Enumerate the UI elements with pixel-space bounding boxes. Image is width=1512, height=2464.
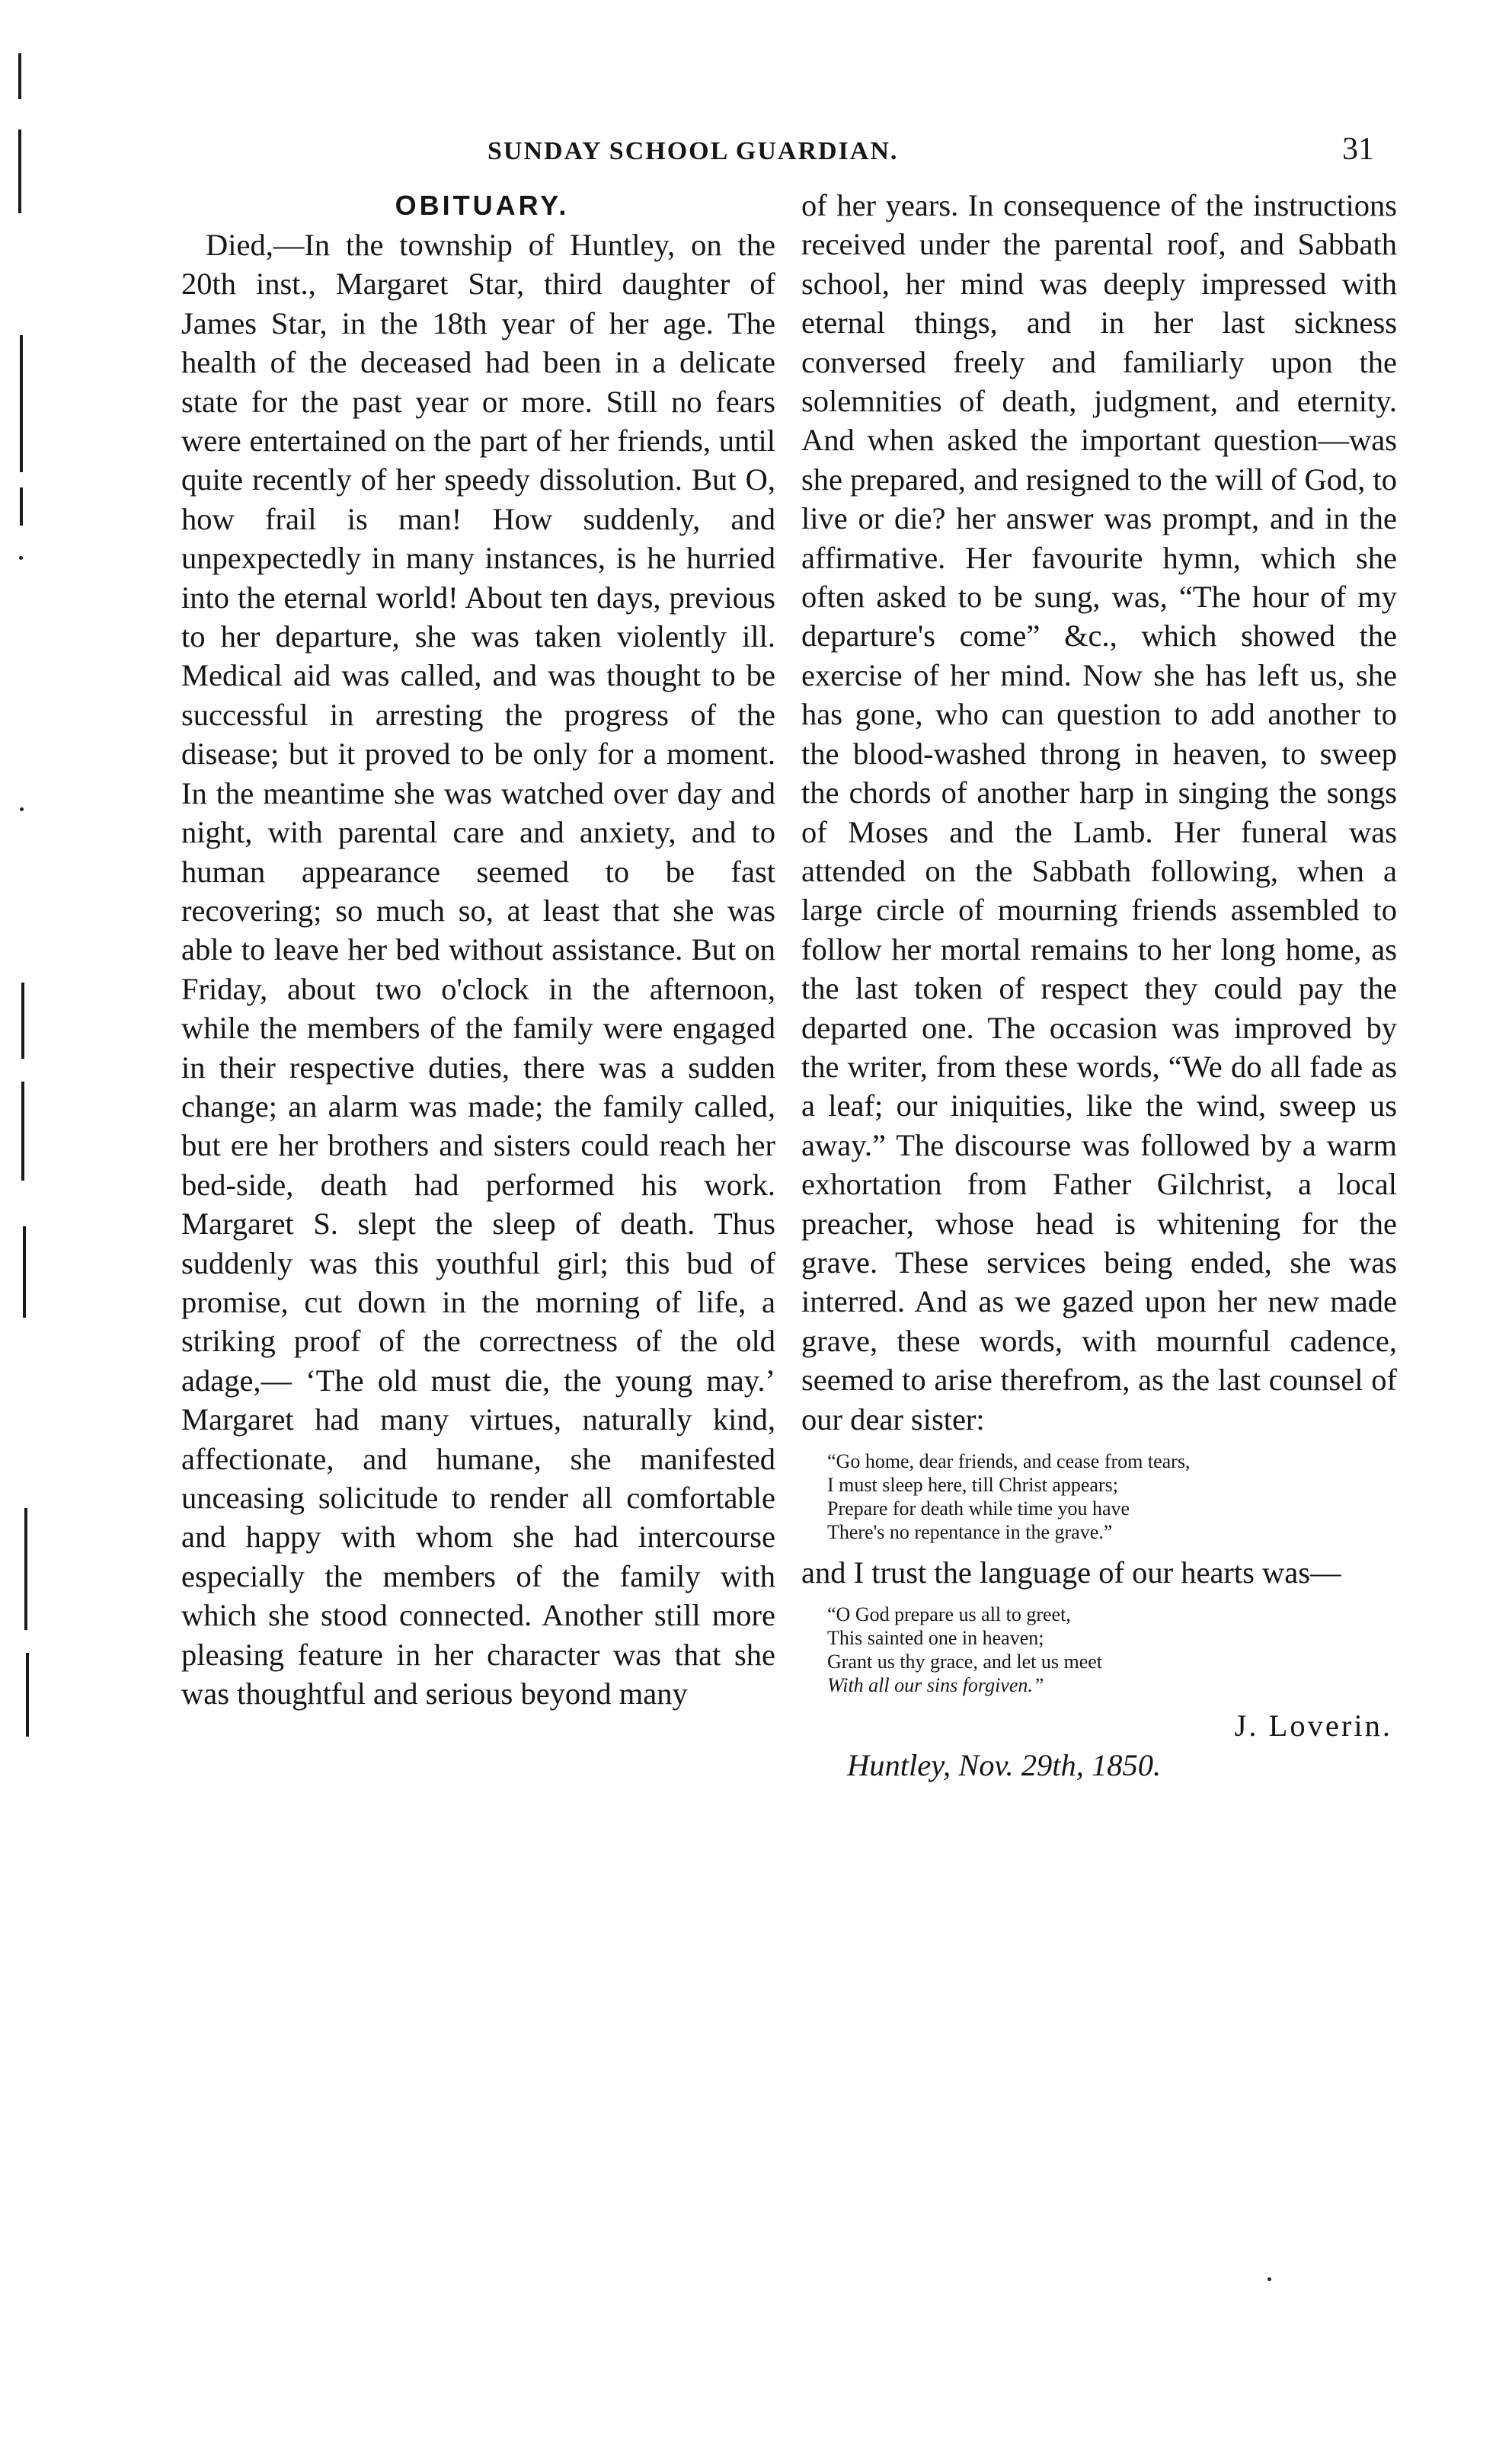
verse-line: There's no repentance in the grave.” xyxy=(827,1521,1113,1543)
verse-line: “O God prepare us all to greet, xyxy=(827,1603,1071,1626)
transition-text: and I trust the language of our hearts was— xyxy=(801,1555,1341,1590)
verse-line: With all our sins forgiven.” xyxy=(827,1674,1044,1697)
verse-line: Grant us thy grace, and let us meet xyxy=(827,1651,1102,1673)
verse-line: This sainted one in heaven; xyxy=(827,1627,1044,1650)
obituary-heading: OBITUARY. xyxy=(395,190,570,221)
obituary-paragraph-left: Died,—In the township of Huntley, on the 20th inst., Margaret Star, third daughter of James Star, in the 18th year of her age. The health of the deceased had been in a delicate state for the past year or more. Still no fears were entertained on the part of her friends, until quite recently of her speedy dissolution. But O, how frail is man! How suddenly, and unpexpectedly in many instances, is he hurried into the eternal world! About ten days, previous to her departure, she was taken violently ill. Medical aid was called, and was thought to be successful in arresting the progress of the disease; but it proved to be only for a moment. In the meantime she was watched over day and night, with parental care and anxiety, and to human appearance seemed to be fast recovering; so much so, at least that she was able to leave her bed without assistance. But on Friday, about two o'clock in the afternoon, while the members of the family were engaged in their respective duties, there was a sudden change; an alarm was made; the family called, but ere her brothers and sisters could reach her bed-side, death had performed his work. Margaret S. slept the sleep of death. Thus suddenly was this youthful girl; this bud of promise, cut down in the morning of life, a striking proof of the correctness of the old adage,— ‘The old must die, the young may.’ Margaret had many virtues, naturally kind, affectionate, and humane, she manifested unceasing solicitude to render all comfortable and happy with whom she had intercourse especially the members of the family with which she stood connected. Another still more pleasing feature in her character was that she was thoughtful and serious beyond many xyxy=(181,228,775,1711)
page-header xyxy=(0,131,1512,184)
dateline: Huntley, Nov. 29th, 1850. xyxy=(847,1747,1162,1782)
verse-line: “Go home, dear friends, and cease from tears, xyxy=(827,1450,1191,1472)
margin-scan-marks xyxy=(0,0,46,2464)
author-signature: J. Loverin. xyxy=(1234,1708,1392,1743)
verse-prayer xyxy=(827,1603,1397,1697)
running-head: SUNDAY SCHOOL GUARDIAN. xyxy=(487,137,899,165)
verse-line: Prepare for death while time you have xyxy=(827,1497,1130,1520)
verse-line: I must sleep here, till Christ appears; xyxy=(827,1474,1118,1496)
obituary-paragraph-right: of her years. In consequence of the instructions received under the parental roof, and Sabbath school, her mind was deeply impressed with eternal things, and in her last sickness conversed freely and familiarly upon the solemnities of death, judgment, and eternity. And when asked the important question—was she prepared, and resigned to the will of God, to live or die? her answer was prompt, and in the affirmative. Her favourite hymn, which she often asked to be sung, was, “The hour of my departure's come” &c., which showed the exercise of her mind. Now she has left us, she has gone, who can question to add another to the blood-washed throng in heaven, to sweep the chords of another harp in singing the songs of Moses and the Lamb. Her funeral was attended on the Sabbath following, when a large circle of mourning friends assembled to follow her mortal remains to her long home, as the last token of respect they could pay the departed one. The occasion was improved by the writer, from these words, “We do all fade as a leaf; our iniquities, like the wind, sweep us away.” The discourse was followed by a warm exhortation from Father Gilchrist, a local preacher, whose head is whitening for the grave. These services being ended, she was interred. And as we gazed upon her new made grave, these words, with mournful cadence, seemed to arise therefrom, as the last counsel of our dear sister: xyxy=(801,188,1397,1437)
verse-farewell xyxy=(827,1449,1397,1544)
left-column xyxy=(181,186,775,1713)
right-column xyxy=(801,186,1397,1785)
page-number: 31 xyxy=(1342,132,1374,167)
